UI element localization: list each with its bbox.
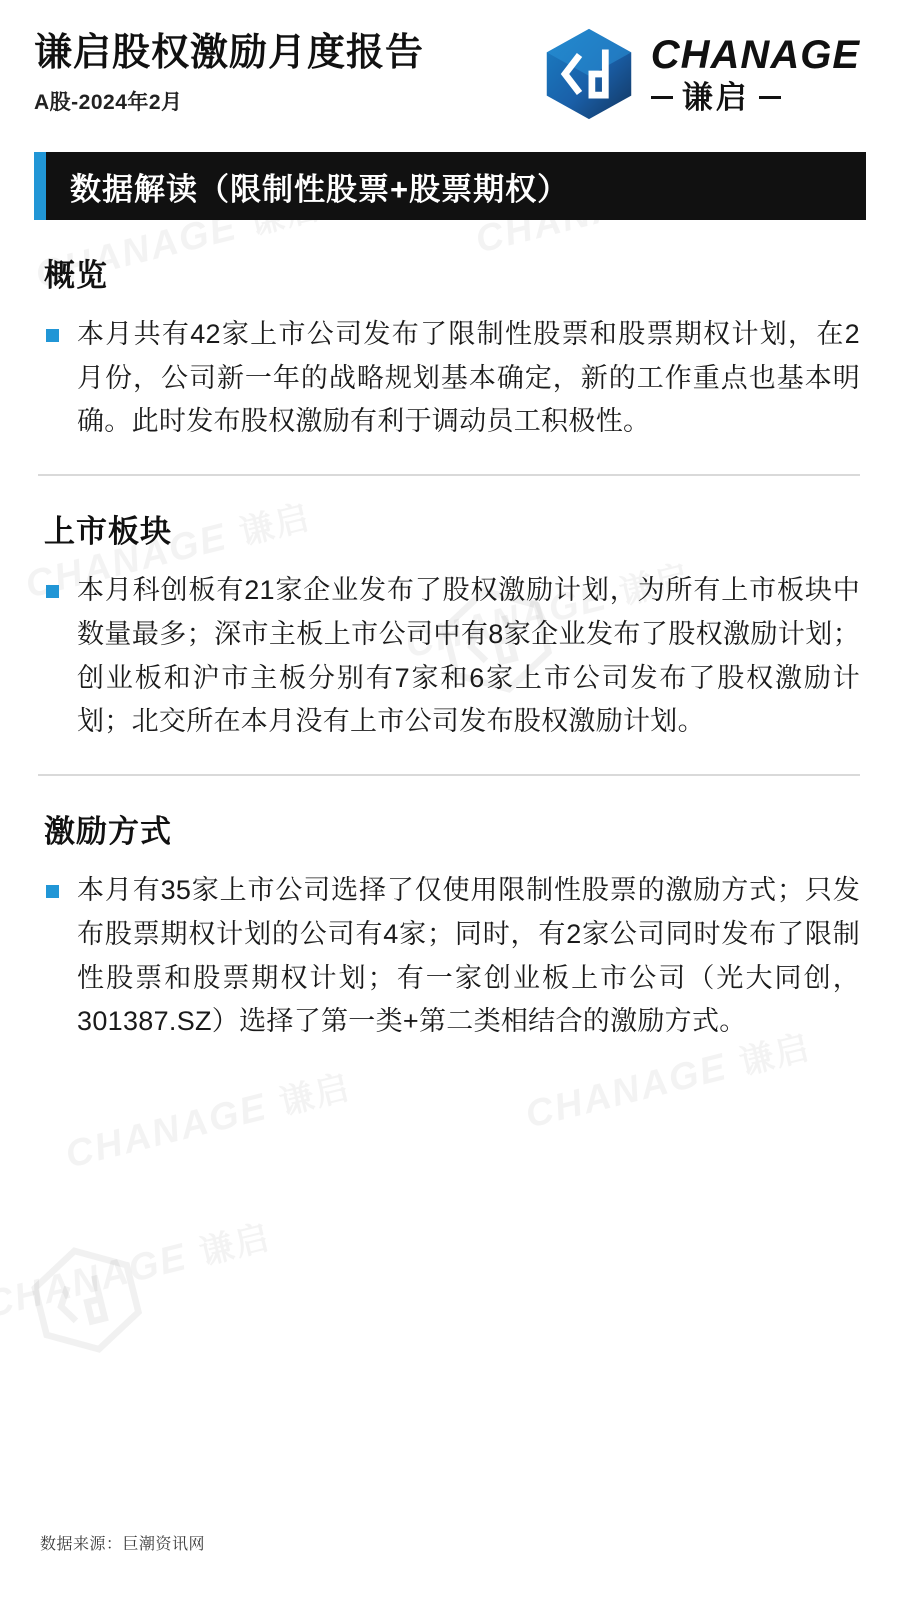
banner-title: 数据解读（限制性股票+股票期权） [70,171,570,207]
section-heading: 激励方式 [44,814,172,850]
brand-name-cn-row [651,82,781,113]
chanage-logo-mark-watermark [20,1233,153,1366]
brand-logo [541,26,866,122]
chanage-logo-mark-icon [541,26,637,122]
report-content [0,220,900,1044]
watermark-text-en [521,1046,731,1137]
section-heading: 上市板块 [44,514,172,550]
report-header [0,0,900,122]
dash-right-icon [759,96,781,99]
title-block [34,26,424,116]
section-listing-board [38,474,860,744]
bullet-text: 本月科创板有21家企业发布了股权激励计划，为所有上市板块中数量最多；深市主板上市公司中有8家企业发布了股权激励计划；创业板和沪市主板分别有7家和6家上市公司发布了股权激励计划；北交所在本月没有上市公司发布股权激励计划。 [77,575,860,737]
bullet-item [38,569,860,744]
watermark-text-en [0,1236,192,1327]
brand-logo-text [651,35,860,113]
section-incentive-type [38,774,860,1044]
bullet-square-icon [46,885,59,898]
section-heading: 概览 [44,258,108,293]
section-banner [34,152,866,220]
section-overview [38,220,860,444]
watermark-text-en [61,1086,271,1177]
data-source-note: 数据来源：巨潮资讯网 [40,1536,206,1553]
brand-name-en: CHANAGE [650,33,860,77]
page-subtitle: A股-2024年2月 [34,90,183,114]
watermark-text-cn [196,1218,275,1272]
dash-left-icon [651,96,673,99]
page-title: 谦启股权激励月度报告 [34,32,425,74]
bullet-square-icon [46,329,59,342]
bullet-item [38,869,860,1044]
bullet-square-icon [46,585,59,598]
watermark-text-cn [276,1068,355,1122]
bullet-text: 本月共有42家上市公司发布了限制性股票和股票期权计划，在2月份，公司新一年的战略规划基本确定，新的工作重点也基本明确。此时发布股权激励有利于调动员工积极性。 [77,319,860,437]
bullet-text: 本月有35家上市公司选择了仅使用限制性股票的激励方式；只发布股票期权计划的公司有4家；同时，有2家公司同时发布了限制性股票和股票期权计划；有一家创业板上市公司（光大同创，301387.SZ）选择了第一类+第二类相结合的激励方式。 [77,875,860,1037]
brand-name-cn: 谦启 [681,80,750,115]
bullet-item [38,313,860,444]
banner-accent-bar [34,152,46,220]
